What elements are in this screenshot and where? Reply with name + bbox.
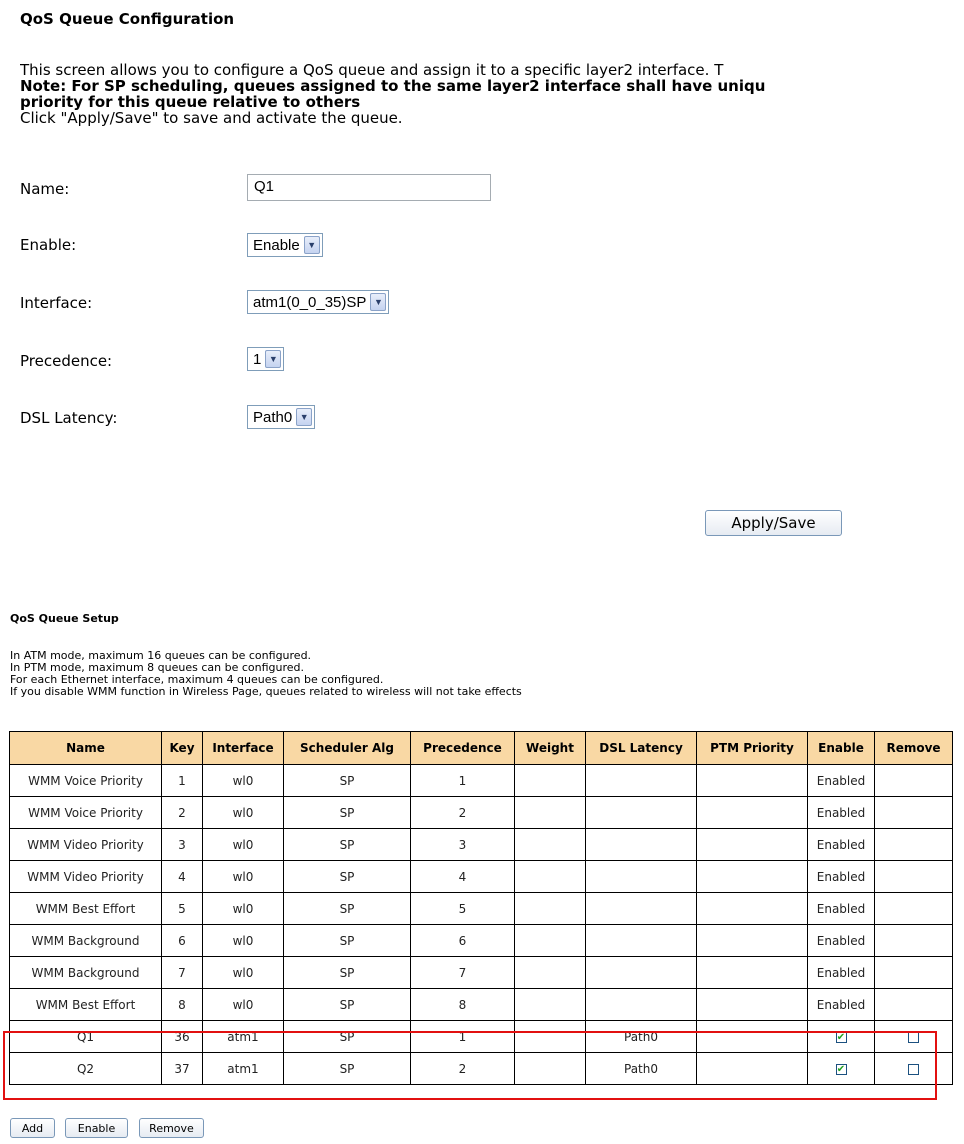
dsl-latency-label: DSL Latency: [20, 409, 118, 427]
chevron-down-icon[interactable]: ▼ [370, 293, 386, 311]
table-row: WMM Best Effort 5 wl0 SP 5 Enabled [10, 893, 953, 925]
intro-text [20, 62, 964, 126]
name-label: Name: [20, 180, 70, 198]
note-line-2: priority for this queue relative to others [20, 93, 361, 111]
col-weight: Weight [515, 732, 586, 765]
table-row: WMM Voice Priority 1 wl0 SP 1 Enabled [10, 765, 953, 797]
col-precedence: Precedence [411, 732, 515, 765]
note-line-1: Note: For SP scheduling, queues assigned to the same layer2 interface shall have uniqu [20, 77, 766, 95]
table-row-q2: Q2 37 atm1 SP 2 Path0 ✔ [10, 1053, 953, 1085]
col-interface: Interface [203, 732, 284, 765]
interface-select-value: atm1(0_0_35)SP [253, 293, 367, 311]
enable-select-value: Enable [253, 236, 300, 254]
note-atm: In ATM mode, maximum 16 queues can be configured. [10, 649, 312, 662]
table-row: WMM Best Effort 8 wl0 SP 8 Enabled [10, 989, 953, 1021]
apply-save-button[interactable]: Apply/Save [705, 510, 842, 536]
note-ethernet: For each Ethernet interface, maximum 4 queues can be configured. [10, 673, 384, 686]
chevron-down-icon[interactable]: ▼ [296, 408, 312, 426]
col-key: Key [162, 732, 203, 765]
intro-line: This screen allows you to configure a QoS queue and assign it to a specific layer2 interface. T [20, 62, 724, 79]
precedence-select[interactable] [247, 347, 284, 371]
note-ptm: In PTM mode, maximum 8 queues can be configured. [10, 661, 305, 674]
table-row: WMM Voice Priority 2 wl0 SP 2 Enabled [10, 797, 953, 829]
name-input[interactable]: Q1 [247, 174, 491, 201]
setup-title: QoS Queue Setup [10, 612, 119, 625]
col-ptm-priority: PTM Priority [697, 732, 808, 765]
col-dsl-latency: DSL Latency [586, 732, 697, 765]
enable-checkbox-q1[interactable]: ✔ [836, 1031, 846, 1043]
page-title: QoS Queue Configuration [20, 10, 235, 28]
table-row-q1: Q1 36 atm1 SP 1 Path0 ✔ [10, 1021, 953, 1053]
col-name: Name [10, 732, 162, 765]
col-remove: Remove [875, 732, 953, 765]
remove-button[interactable]: Remove [139, 1118, 204, 1138]
enable-checkbox-q2[interactable]: ✔ [836, 1063, 846, 1075]
add-button[interactable]: Add [10, 1118, 55, 1138]
col-scheduler-alg: Scheduler Alg [284, 732, 411, 765]
precedence-label: Precedence: [20, 352, 113, 370]
note-wmm: If you disable WMM function in Wireless Page, queues related to wireless will not take effects [10, 685, 522, 698]
table-header [10, 732, 953, 765]
interface-label: Interface: [20, 294, 93, 312]
dsl-latency-select-value: Path0 [253, 408, 293, 426]
setup-notes [10, 650, 522, 698]
precedence-select-value: 1 [253, 350, 262, 368]
table-row: WMM Video Priority 4 wl0 SP 4 Enabled [10, 861, 953, 893]
dsl-latency-select[interactable] [247, 405, 315, 429]
chevron-down-icon[interactable]: ▼ [304, 236, 320, 254]
col-enable: Enable [808, 732, 875, 765]
interface-select[interactable] [247, 290, 389, 314]
enable-select[interactable] [247, 233, 323, 257]
enable-button[interactable]: Enable [65, 1118, 128, 1138]
table-row: WMM Background 7 wl0 SP 7 Enabled [10, 957, 953, 989]
highlight-box [3, 1031, 937, 1100]
table-row: WMM Background 6 wl0 SP 6 Enabled [10, 925, 953, 957]
table-row: WMM Video Priority 3 wl0 SP 3 Enabled [10, 829, 953, 861]
enable-label: Enable: [20, 236, 77, 254]
apply-hint: Click "Apply/Save" to save and activate the queue. [20, 109, 403, 126]
chevron-down-icon[interactable]: ▼ [265, 350, 281, 368]
